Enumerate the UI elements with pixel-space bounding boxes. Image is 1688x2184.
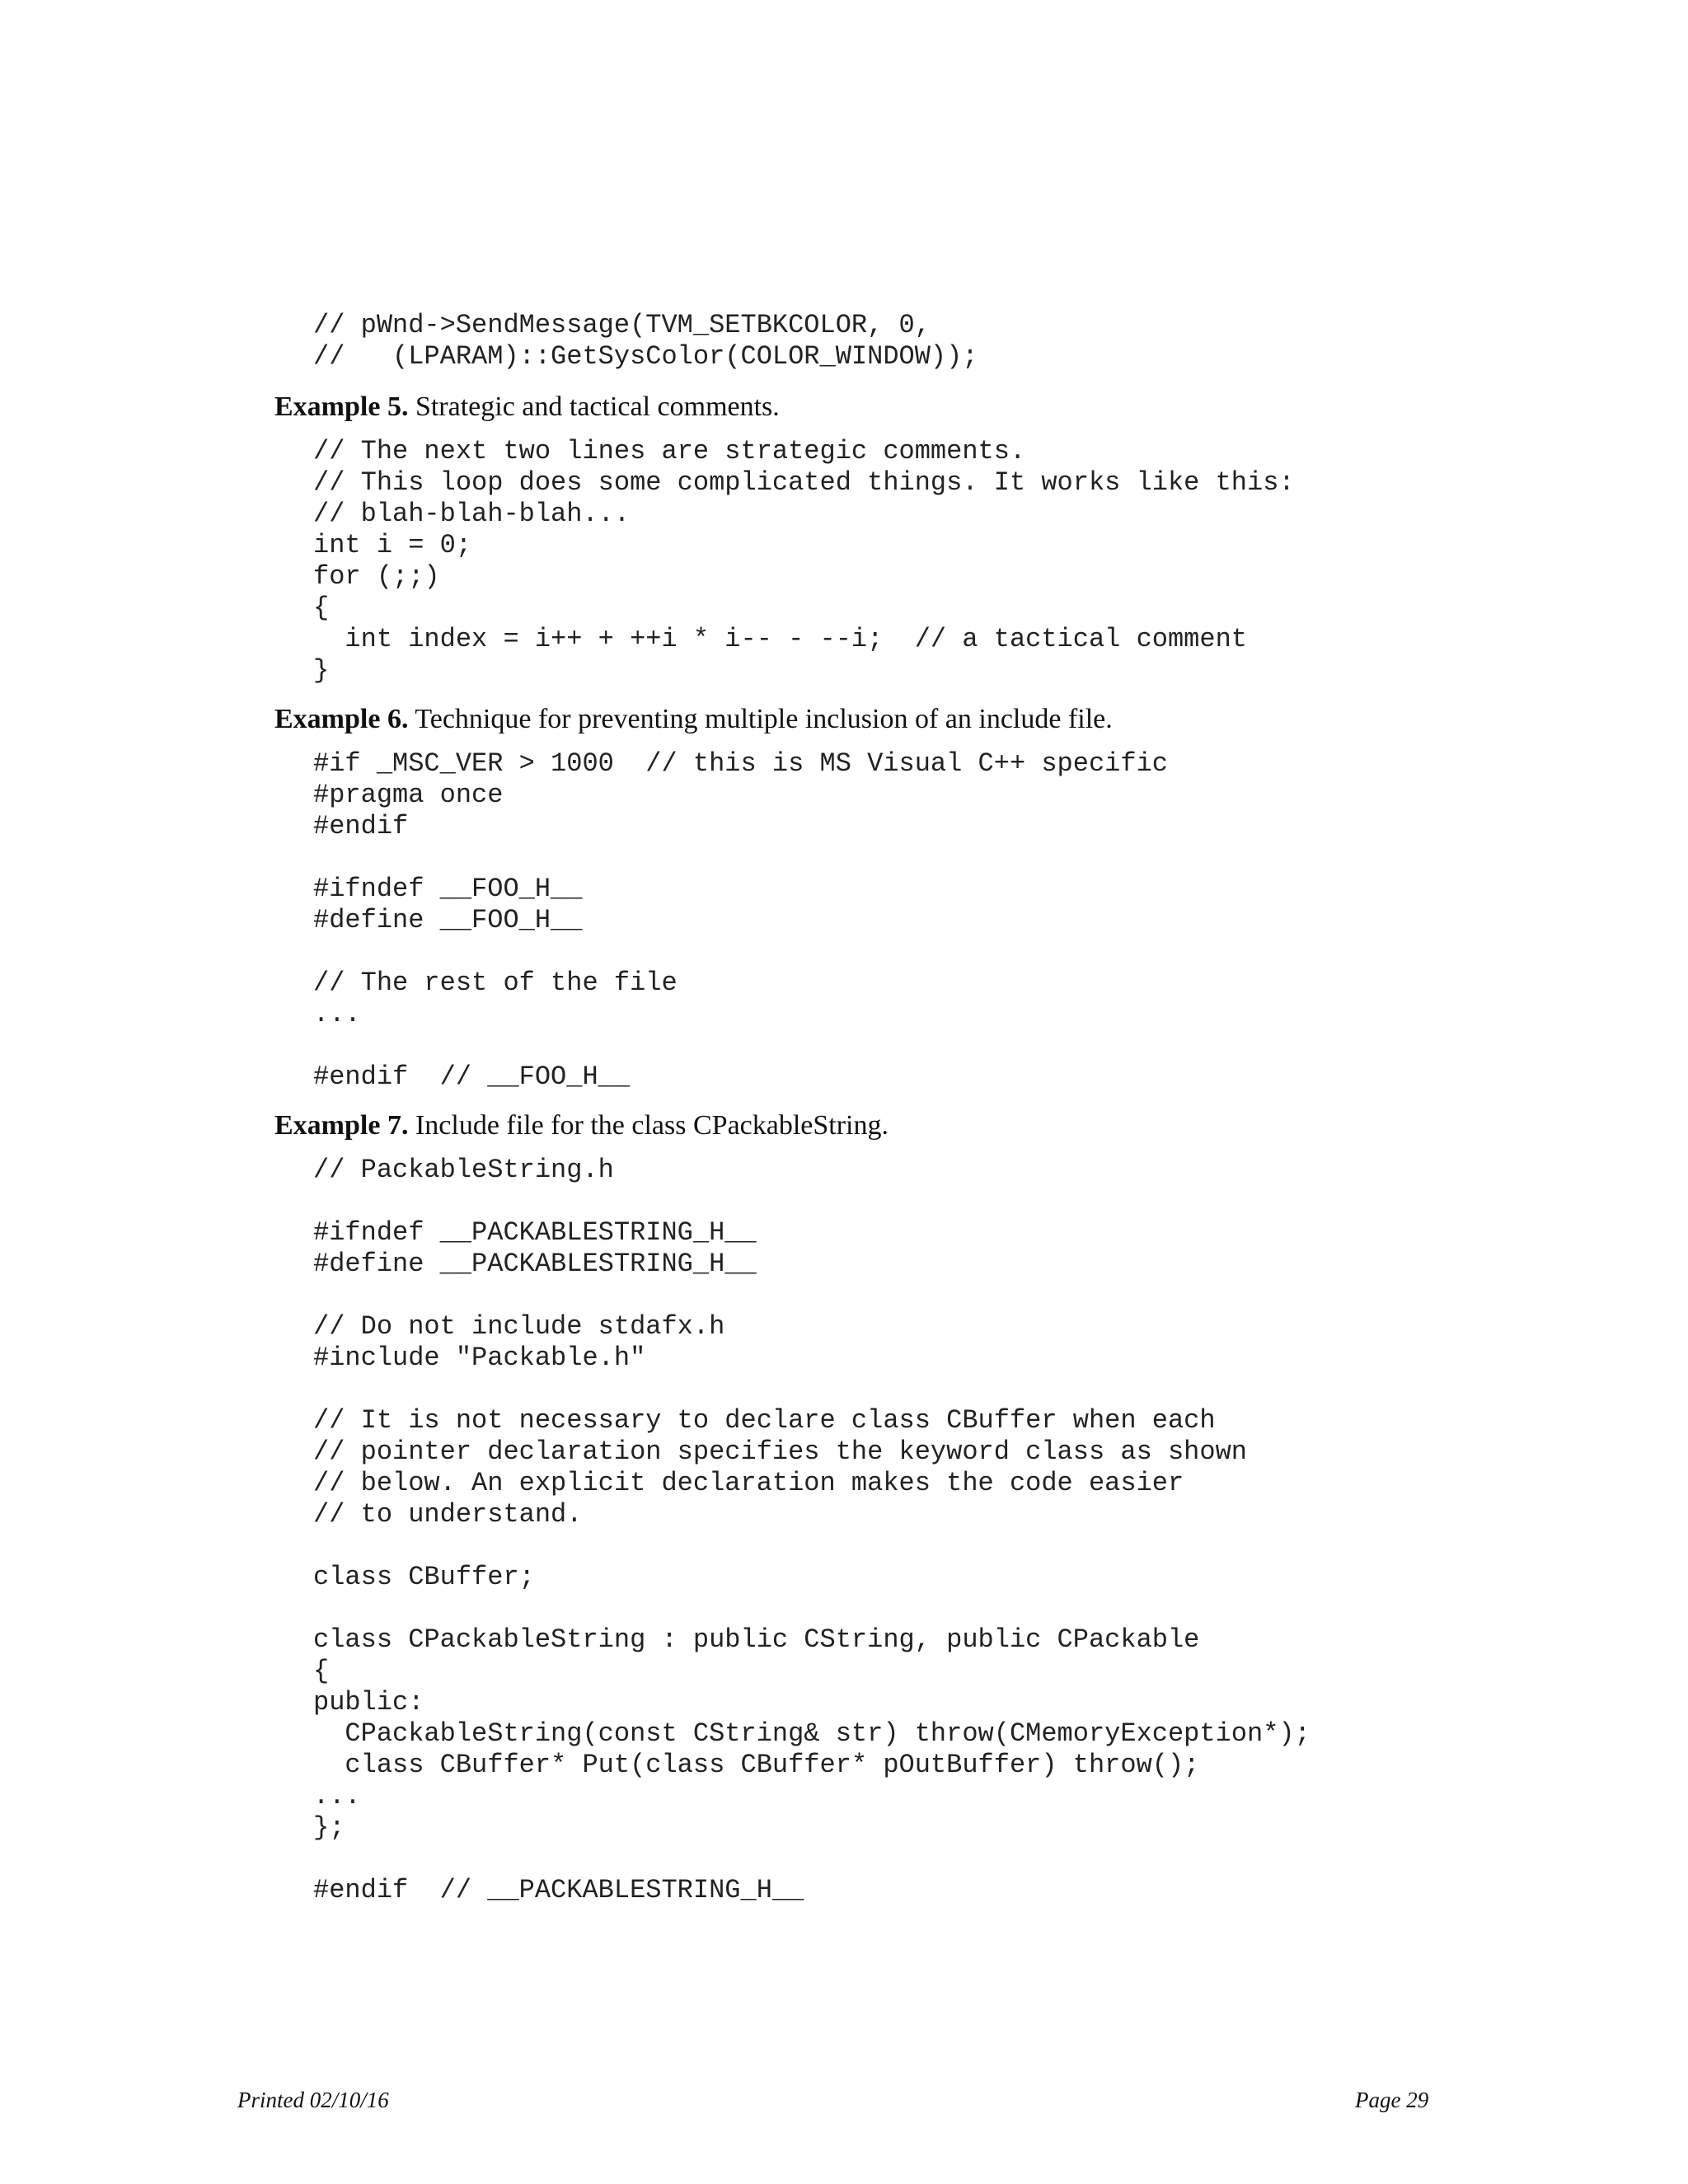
example-5-caption bbox=[274, 391, 780, 424]
example-6-caption bbox=[274, 703, 1113, 736]
code-block-example-6: #if _MSC_VER > 1000 // this is MS Visual C++ specific #pragma once #endif #ifndef __FOO_H__ #define __FOO_H__ // The rest of the file ... #endif // __FOO_H__ bbox=[313, 748, 1168, 1092]
example-5-label: Example 5. bbox=[274, 391, 409, 422]
example-6-label: Example 6. bbox=[274, 704, 409, 734]
footer-printed-date: Printed 02/10/16 bbox=[237, 2088, 389, 2112]
example-5-text: Strategic and tactical comments. bbox=[415, 391, 780, 422]
example-7-text: Include file for the class CPackableString. bbox=[415, 1110, 889, 1141]
example-7-label: Example 7. bbox=[274, 1110, 409, 1141]
code-block-top: // pWnd->SendMessage(TVM_SETBKCOLOR, 0, // (LPARAM)::GetSysColor(COLOR_WINDOW)); bbox=[313, 310, 978, 372]
code-block-example-7: // PackableString.h #ifndef __PACKABLESTRING_H__ #define __PACKABLESTRING_H__ // Do not include stdafx.h #include "Packable.h" // It is not necessary to declare class CBuffer when each // pointer declaration specifies the keyword class as shown // below. An explicit declaration makes the code easier // to understand. class CBuffer; class CPackableString : public CString, public CPackable { public: CPackableString(const CString& str) throw(CMemoryException*); class CBuffer* Put(class CBuffer* pOutBuffer) throw(); ... }; #endif // __PACKABLESTRING_H__ bbox=[313, 1155, 1311, 1905]
code-block-example-5: // The next two lines are strategic comments. // This loop does some complicated things. It works like this: // blah-blah-blah... int i = 0; for (;;) { int index = i++ + ++i * i-- - --i; // a tactical comment } bbox=[313, 436, 1295, 686]
example-6-text: Technique for preventing multiple inclusion of an include file. bbox=[415, 704, 1113, 734]
example-7-caption bbox=[274, 1109, 889, 1142]
footer-page-number: Page 29 bbox=[1355, 2088, 1429, 2112]
